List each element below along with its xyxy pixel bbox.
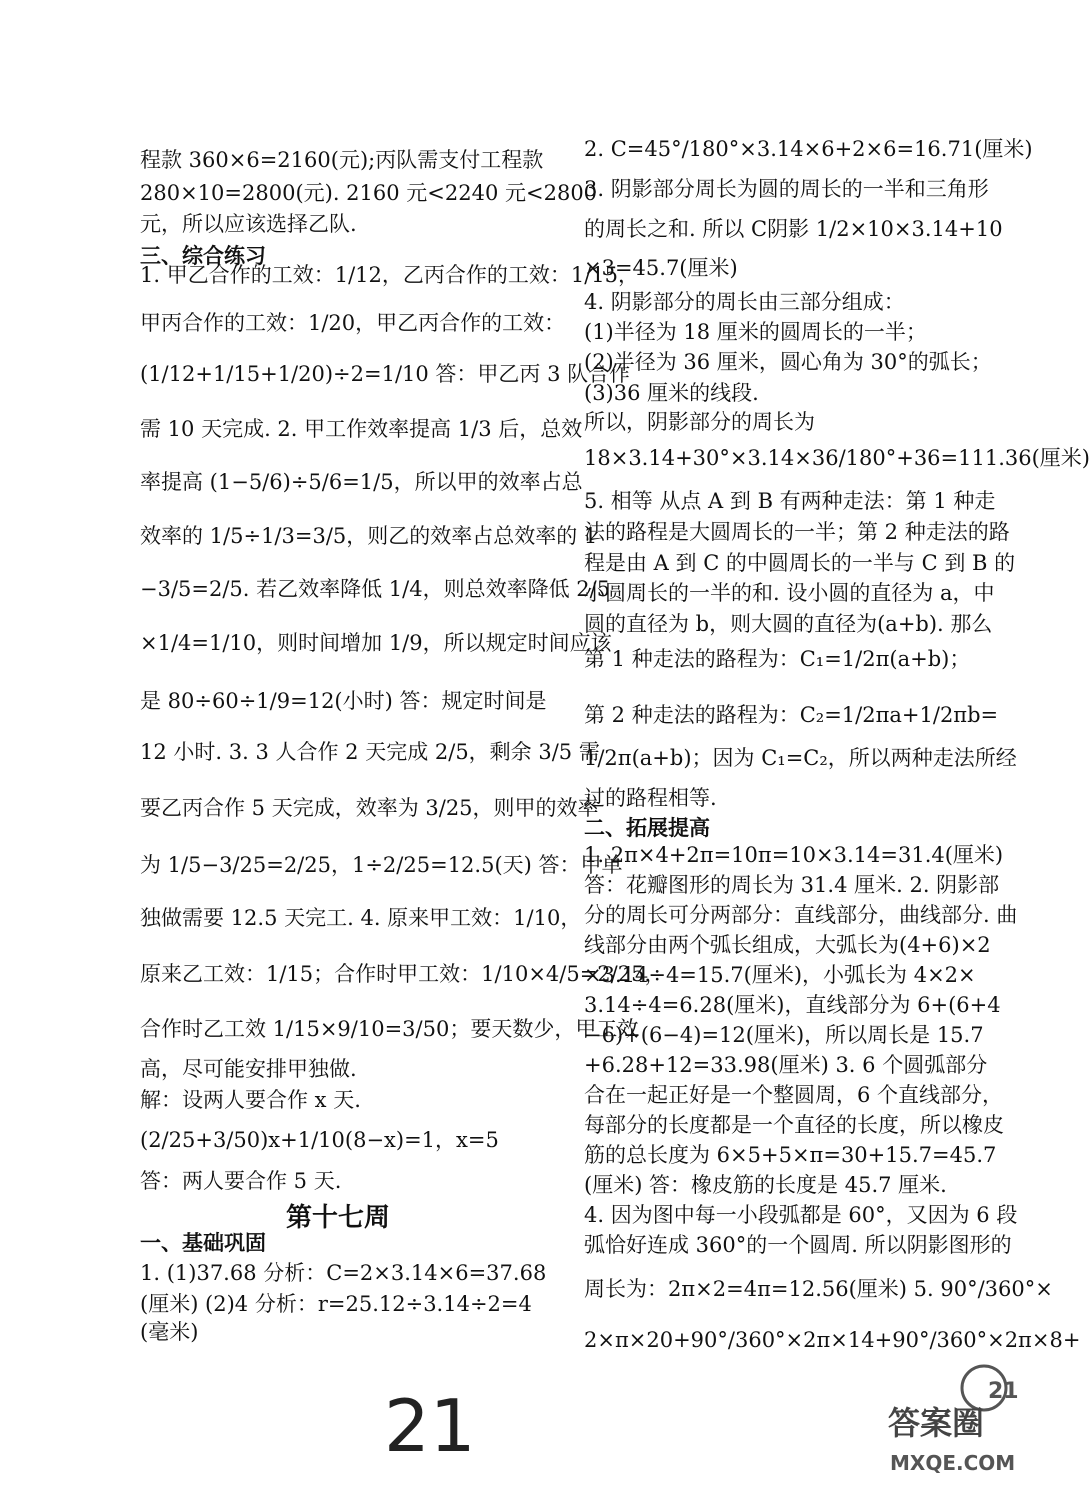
- text-line: 独做需要 12.5 天完工. 4. 原来甲工效：1/10，: [140, 906, 582, 930]
- text-line: 是 80÷60÷1/9=12(小时) 答：规定时间是: [140, 689, 547, 713]
- text-line: 合作时乙工效 1/15×9/10=3/50；要天数少，甲工效: [140, 1017, 639, 1041]
- text-line: 答：花瓣图形的周长为 31.4 厘米. 2. 阴影部: [584, 873, 1000, 897]
- text-line: 的周长之和. 所以 C阴影 1/2×10×3.14+10: [584, 217, 1003, 241]
- text-line: 高，尽可能安排甲独做.: [140, 1057, 357, 1081]
- text-line: 筋的总长度为 6×5+5×π=30+15.7=45.7: [584, 1143, 997, 1167]
- svg-text:答案圈: 答案圈: [888, 1404, 985, 1442]
- text-line: 解：设两人要合作 x 天.: [140, 1088, 361, 1112]
- text-line: 程是由 A 到 C 的中圆周长的一半与 C 到 B 的: [584, 551, 1016, 575]
- text-line: 甲丙合作的工效：1/20，甲乙丙合作的工效：: [140, 311, 566, 335]
- text-line: 1/2π(a+b)；因为 C₁=C₂，所以两种走法所经: [584, 746, 1017, 770]
- section-heading: 二、拓展提高: [584, 816, 710, 840]
- text-line: 为 1/5−3/25=2/25，1÷2/25=12.5(天) 答：甲单: [140, 853, 623, 877]
- text-line: +6.28+12=33.98(厘米) 3. 6 个圆弧部分: [584, 1053, 988, 1077]
- text-line: 合在一起正好是一个整圆周，6 个直线部分，: [584, 1083, 1004, 1107]
- text-line: 12 小时. 3. 3 人合作 2 天完成 2/5，剩余 3/5 需: [140, 740, 600, 764]
- text-line: 效率的 1/5÷1/3=3/5，则乙的效率占总效率的 1: [140, 524, 598, 548]
- watermark-logo: [880, 1372, 1019, 1482]
- text-line: 小圆周长的一半的和. 设小圆的直径为 a，中: [584, 581, 995, 605]
- text-line: 2. C=45°/180°×3.14×6+2×6=16.71(厘米): [584, 137, 1033, 161]
- text-line: (厘米) (2)4 分析：r=25.12÷3.14÷2=4: [140, 1292, 532, 1316]
- svg-text:21: 21: [988, 1379, 1019, 1404]
- text-line: 答：两人要合作 5 天.: [140, 1169, 342, 1193]
- text-line: 要乙丙合作 5 天完成，效率为 3/25，则甲的效率: [140, 796, 599, 820]
- text-line: 所以，阴影部分的周长为: [584, 410, 815, 434]
- section-heading: 一、基础巩固: [140, 1231, 266, 1255]
- text-line: 元，所以应该选择乙队.: [140, 212, 357, 236]
- handwritten-page-number: 21: [384, 1384, 476, 1468]
- text-line: (厘米) 答：橡皮筋的长度是 45.7 厘米.: [584, 1173, 947, 1197]
- text-line: 280×10=2800(元). 2160 元<2240 元<2800: [140, 181, 598, 205]
- text-line: 4. 阴影部分的周长由三部分组成：: [584, 290, 905, 314]
- text-line: 1. 甲乙合作的工效：1/12，乙丙合作的工效：1/15，: [140, 263, 640, 287]
- week-title: 第十七周: [286, 1203, 391, 1233]
- text-line: 分的周长可分两部分：直线部分，曲线部分. 曲: [584, 903, 1018, 927]
- text-line: 线部分由两个弧长组成，大弧长为(4+6)×2: [584, 933, 991, 957]
- text-line: 周长为：2π×2=4π=12.56(厘米) 5. 90°/360°×: [584, 1277, 1053, 1301]
- text-line: −3/5=2/5. 若乙效率降低 1/4，则总效率降低 2/5: [140, 577, 611, 601]
- text-line: 需 10 天完成. 2. 甲工作效率提高 1/3 后，总效: [140, 417, 583, 441]
- svg-text:MXQE.COM: MXQE.COM: [890, 1451, 1016, 1475]
- text-line: (毫米): [140, 1320, 199, 1344]
- text-line: 18×3.14+30°×3.14×36/180°+36=111.36(厘米): [584, 446, 1090, 470]
- text-line: (2)半径为 36 厘米，圆心角为 30°的弧长；: [584, 350, 992, 374]
- text-line: 每部分的长度都是一个直径的长度，所以橡皮: [584, 1113, 1004, 1137]
- text-line: 圆的直径为 b，则大圆的直径为(a+b). 那么: [584, 612, 993, 636]
- text-line: 过的路程相等.: [584, 786, 717, 810]
- text-line: 1. (1)37.68 分析：C=2×3.14×6=37.68: [140, 1261, 547, 1285]
- text-line: 第 2 种走法的路程为：C₂=1/2πa+1/2πb=: [584, 703, 999, 727]
- text-line: (1)半径为 18 厘米的圆周长的一半；: [584, 320, 927, 344]
- text-line: (1/12+1/15+1/20)÷2=1/10 答：甲乙丙 3 队合作: [140, 362, 631, 386]
- text-line: 1. 2π×4+2π=10π=10×3.14=31.4(厘米): [584, 843, 1004, 867]
- text-line: 程款 360×6=2160(元);丙队需支付工程款: [140, 148, 544, 172]
- text-line: 4. 因为图中每一小段弧都是 60°，又因为 6 段: [584, 1203, 1018, 1227]
- text-line: ×3=45.7(厘米): [584, 256, 738, 280]
- text-line: ×3.14÷4=15.7(厘米)，小弧长为 4×2×: [584, 963, 976, 987]
- right-column: [560, 0, 1090, 1352]
- watermark-icon: [880, 1372, 1019, 1482]
- text-line: 率提高 (1−5/6)÷5/6=1/5，所以甲的效率占总: [140, 470, 583, 494]
- text-line: 2×π×20+90°/360°×2π×14+90°/360°×2π×8+: [584, 1328, 1081, 1352]
- text-line: 第 1 种走法的路程为：C₁=1/2π(a+b)；: [584, 647, 971, 671]
- text-line: ×1/4=1/10，则时间增加 1/9，所以规定时间应该: [140, 631, 612, 655]
- text-line: (3)36 厘米的线段.: [584, 381, 759, 405]
- text-line: 3.14÷4=6.28(厘米)，直线部分为 6+(6+4: [584, 993, 1001, 1017]
- text-line: 5. 相等 从点 A 到 B 有两种走法：第 1 种走: [584, 489, 996, 513]
- text-line: 弧恰好连成 360°的一个圆周. 所以阴影图形的: [584, 1233, 1012, 1257]
- text-line: 原来乙工效：1/15；合作时甲工效：1/10×4/5=2/25，: [140, 962, 666, 986]
- section-heading: 三、综合练习: [140, 244, 266, 268]
- text-line: 法的路程是大圆周长的一半；第 2 种走法的路: [584, 520, 1010, 544]
- text-line: (2/25+3/50)x+1/10(8−x)=1，x=5: [140, 1128, 499, 1152]
- text-line: −6)+(6−4)=12(厘米)，所以周长是 15.7: [584, 1023, 984, 1047]
- text-line: 3. 阴影部分周长为圆的周长的一半和三角形: [584, 177, 989, 201]
